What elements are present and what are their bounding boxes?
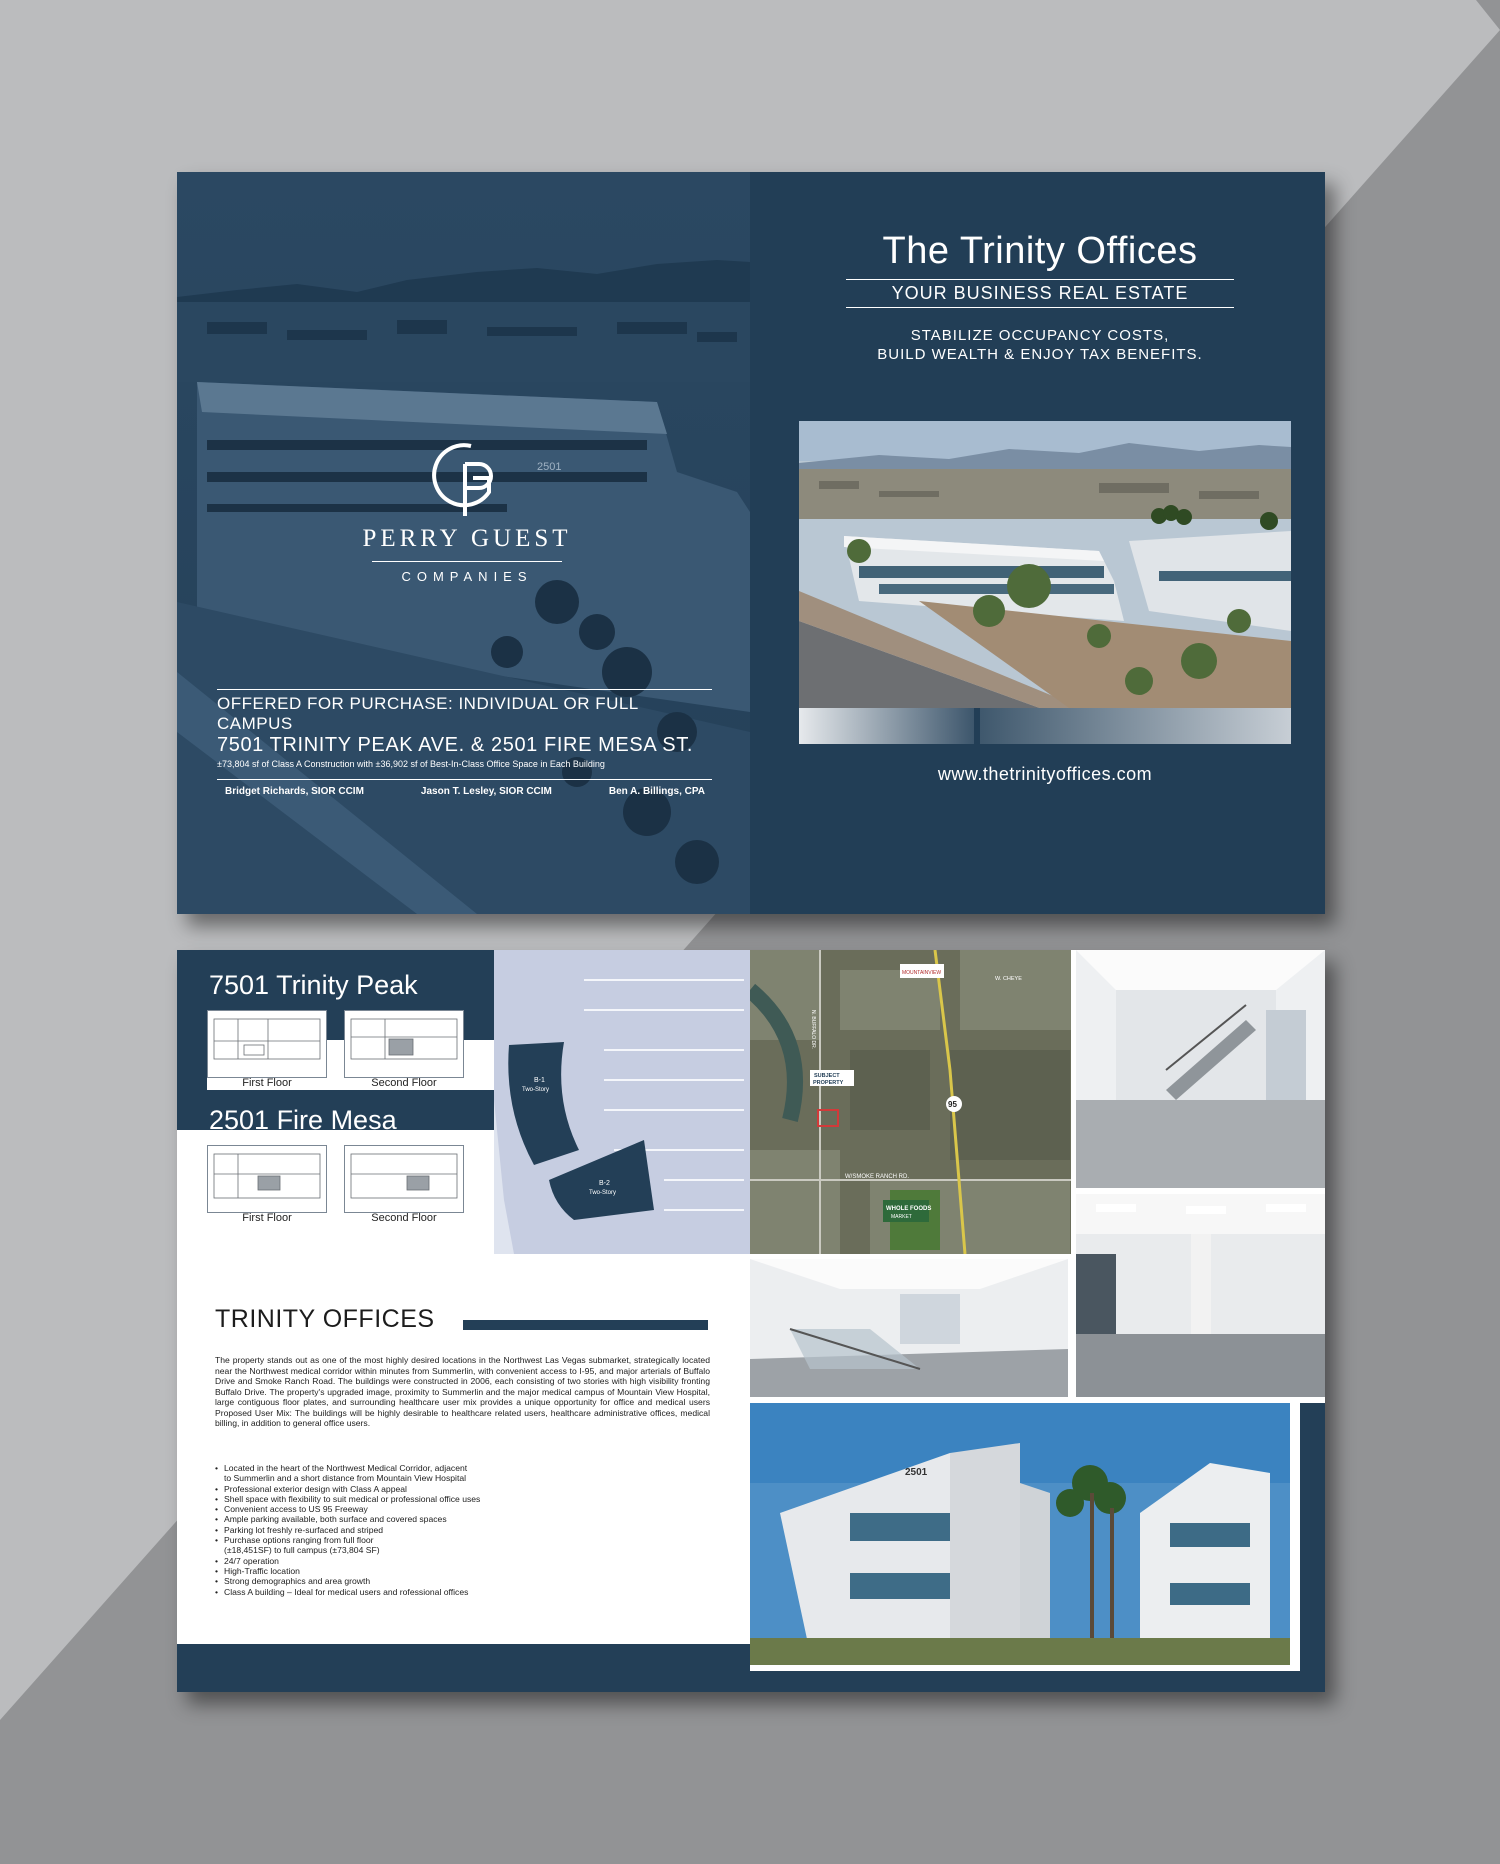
list-item: • Professional exterior design with Class A appeal — [215, 1484, 710, 1494]
floorplan-image — [207, 1010, 327, 1078]
map-label: MARKET — [891, 1214, 912, 1220]
map-label: SUBJECT — [814, 1073, 840, 1079]
back-spread — [177, 950, 1325, 1692]
page-subtitle: YOUR BUSINESS REAL ESTATE — [846, 279, 1234, 308]
footer-band — [177, 1671, 1325, 1692]
floorplan-caption: Second Floor — [371, 1212, 437, 1224]
floorplan-caption: Second Floor — [371, 1077, 437, 1089]
company-name: PERRY GUEST — [362, 525, 572, 552]
list-item: • Strong demographics and area growth — [215, 1576, 710, 1586]
offer-size: ±73,804 sf of Class A Construction with ±36,902 sf of Best-In-Class Office Space in Each Building — [217, 759, 712, 780]
map-label: W/SMOKE RANCH RD. — [845, 1174, 910, 1180]
map-label: N. BUFFALO DR. — [810, 1010, 816, 1050]
list-item: • Purchase options ranging from full floor — [215, 1535, 710, 1545]
site-label: Two-Story — [522, 1087, 550, 1093]
building-number-sign: 2501 — [905, 1467, 928, 1478]
floorplan-image — [344, 1010, 464, 1078]
broker-name: Bridget Richards, SIOR CCIM — [225, 786, 364, 797]
front-spread — [177, 172, 1325, 914]
floorplan-image — [344, 1145, 464, 1213]
list-item: to Summerlin and a short distance from Mountain View Hospital — [224, 1473, 467, 1484]
broker-name: Ben A. Billings, CPA — [608, 786, 705, 797]
building-1-title: 7501 Trinity Peak — [209, 970, 418, 1000]
exterior-photo — [750, 1403, 1290, 1665]
description-paragraph: The property stands out as one of the most highly desired locations in the Northwest Las Vegas submarket, strategically located near the Northwest medical corridor within minutes from Summerlin, with convenient access to I-95, and major arterials of Buffalo Drive and Smoke Ranch Road. The buildings were constructed in 2006, each consisting of two stories with high visibility fronting Buffalo Drive. The property's upgraded image, proximity to Summerlin and the major medical campus of Mountain View Hospital, large contiguous floor plates, and surrounding healthcare user mix provides a unique opportunity for office and medical users Proposed User Mix: The buildings will be highly desirable to healthcare related users, healthcare administrative offices, medical billing, in addition to general office users. — [215, 1355, 710, 1428]
logo-divider — [372, 561, 562, 562]
company-subtitle: COMPANIES — [401, 569, 533, 584]
section-title: TRINITY OFFICES — [215, 1305, 435, 1333]
page-title: The Trinity Offices — [882, 230, 1198, 272]
gp-monogram-icon — [427, 434, 507, 518]
feature-list — [215, 1463, 710, 1597]
tagline-line: BUILD WEALTH & ENJOY TAX BENEFITS. — [877, 346, 1203, 363]
location-map — [750, 950, 1071, 1254]
accent-bar — [1300, 1403, 1325, 1672]
site-label: B-2 — [599, 1180, 610, 1187]
interior-photo — [1076, 1194, 1325, 1397]
list-item: (±18,451SF) to full campus (±73,804 SF) — [224, 1545, 380, 1556]
list-item: • Located in the heart of the Northwest Medical Corridor, adjacent — [215, 1463, 710, 1473]
list-item: • Ample parking available, both surface and covered spaces — [215, 1514, 710, 1524]
perry-guest-logo — [352, 434, 582, 584]
offer-headline: OFFERED FOR PURCHASE: INDIVIDUAL OR FULL CAMPUS — [217, 689, 712, 734]
list-item: • Class A building – Ideal for medical users and rofessional offices — [215, 1587, 710, 1597]
offer-address: 7501 TRINITY PEAK AVE. & 2501 FIRE MESA ST. — [217, 734, 694, 756]
interior-photo — [1076, 950, 1325, 1188]
floorplan-caption: First Floor — [242, 1212, 292, 1224]
building-2-title: 2501 Fire Mesa — [209, 1105, 397, 1135]
map-label: MOUNTAINVIEW — [902, 970, 942, 976]
aerial-building-photo — [799, 421, 1291, 715]
footer-band — [177, 1644, 750, 1674]
list-item: • Shell space with flexibility to suit medical or professional office uses — [215, 1494, 710, 1504]
tagline — [830, 326, 1250, 364]
cover-panel — [177, 172, 750, 914]
interior-photo — [750, 1259, 1068, 1397]
broker-list — [225, 786, 705, 797]
broker-name: Jason T. Lesley, SIOR CCIM — [420, 786, 552, 797]
building-number-label: 2501 — [537, 461, 562, 473]
map-label: W. CHEYE — [995, 976, 1022, 982]
map-label: WHOLE FOODS — [886, 1206, 932, 1212]
site-plan — [494, 950, 756, 1254]
offer-block — [217, 689, 712, 780]
list-item: • Convenient access to US 95 Freeway — [215, 1504, 710, 1514]
list-item: • 24/7 operation — [215, 1556, 710, 1566]
map-label: PROPERTY — [813, 1080, 844, 1086]
site-label: Two-Story — [589, 1190, 617, 1196]
floorplan-caption: First Floor — [242, 1077, 292, 1089]
website-url: www.thetrinityoffices.com — [937, 764, 1153, 784]
list-item: • High-Traffic location — [215, 1566, 710, 1576]
list-item: • Parking lot freshly re-surfaced and striped — [215, 1525, 710, 1535]
decorative-gradient-bar — [799, 708, 1291, 744]
title-panel — [750, 172, 1325, 914]
section-rule — [463, 1320, 708, 1330]
title-block — [830, 230, 1250, 364]
floorplan-band — [177, 1040, 207, 1090]
floorplan-image — [207, 1145, 327, 1213]
tagline-line: STABILIZE OCCUPANCY COSTS, — [910, 327, 1170, 344]
highway-marker: 95 — [948, 1100, 957, 1109]
site-label: B-1 — [534, 1077, 545, 1084]
